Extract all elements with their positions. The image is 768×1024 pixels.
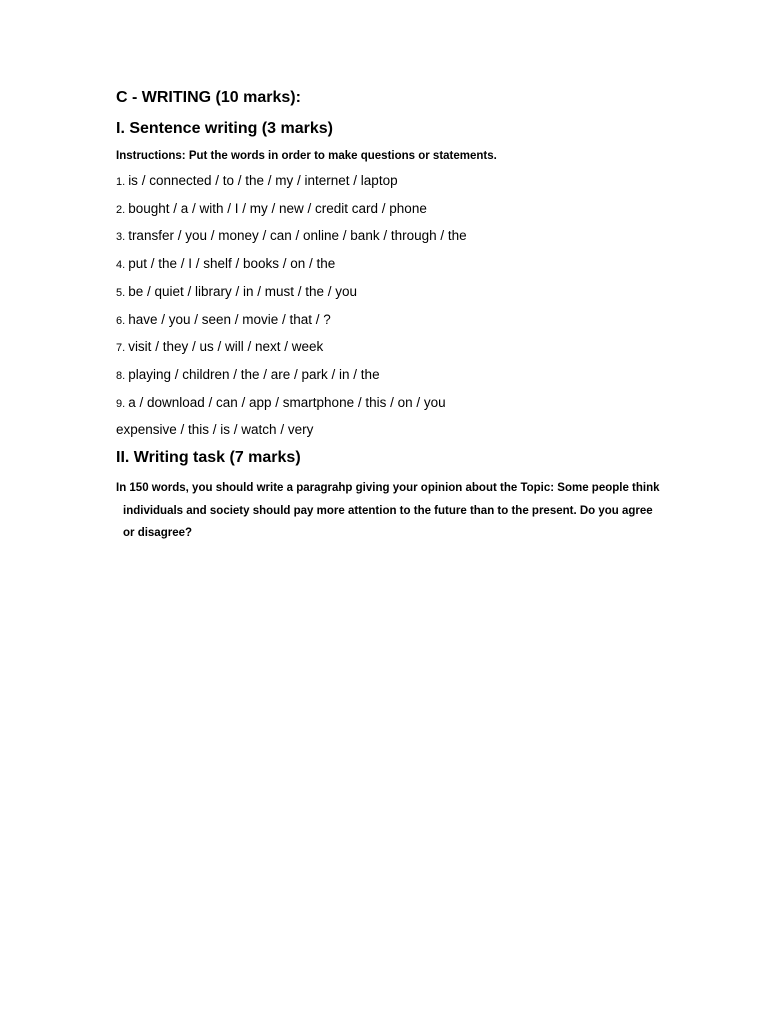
item-text: playing / children / the / are / park / in / the: [128, 366, 380, 382]
sentence-writing-title: I. Sentence writing (3 marks): [116, 120, 333, 137]
writing-task-title: II. Writing task (7 marks): [116, 449, 301, 467]
prompt-line: In 150 words, you should write a paragrahp giving your opinion about the Topic: Some people think: [116, 482, 660, 495]
item-text: a / download / can / app / smartphone / this / on / you: [128, 394, 446, 410]
list-item: [116, 307, 676, 335]
item-number: 8.: [116, 369, 126, 382]
prompt-line: individuals and society should pay more attention to the future than to the present. Do you agree: [123, 504, 653, 517]
item-number: 3.: [116, 231, 126, 244]
item-number: 5.: [116, 286, 126, 299]
list-item: [116, 251, 676, 279]
item-text: be / quiet / library / in / must / the / you: [128, 283, 358, 299]
list-item: [116, 334, 676, 362]
writing-task-prompt: [116, 477, 661, 545]
item-number: 2.: [116, 203, 126, 216]
item-text: have / you / seen / movie / that / ?: [128, 311, 331, 327]
item-number: 4.: [116, 259, 126, 272]
writing-section: [116, 86, 676, 545]
item-text: transfer / you / money / can / online / bank / through / the: [128, 228, 467, 244]
section-title: C - WRITING (10 marks):: [116, 89, 301, 106]
item-text: put / the / I / shelf / books / on / the: [128, 256, 336, 272]
item-text: is / connected / to / the / my / internet / laptop: [128, 173, 398, 188]
list-item: [116, 168, 676, 196]
item-number: 1.: [116, 176, 126, 188]
item-text: visit / they / us / will / next / week: [128, 339, 324, 355]
item-number: 6.: [116, 314, 126, 327]
list-item: [116, 279, 676, 307]
list-item: [116, 223, 676, 251]
item-text: bought / a / with / I / my / new / credit card / phone: [128, 200, 427, 216]
list-item: [116, 196, 676, 224]
list-item: [116, 390, 676, 418]
unnumbered-item: expensive / this / is / watch / very: [116, 422, 314, 438]
item-number: 9.: [116, 397, 126, 410]
sentence-list: [116, 168, 676, 417]
list-item: [116, 362, 676, 390]
prompt-line: or disagree?: [123, 527, 193, 540]
sentence-writing-instructions: Instructions: Put the words in order to make questions or statements.: [116, 150, 497, 162]
item-number: 7.: [116, 342, 126, 355]
